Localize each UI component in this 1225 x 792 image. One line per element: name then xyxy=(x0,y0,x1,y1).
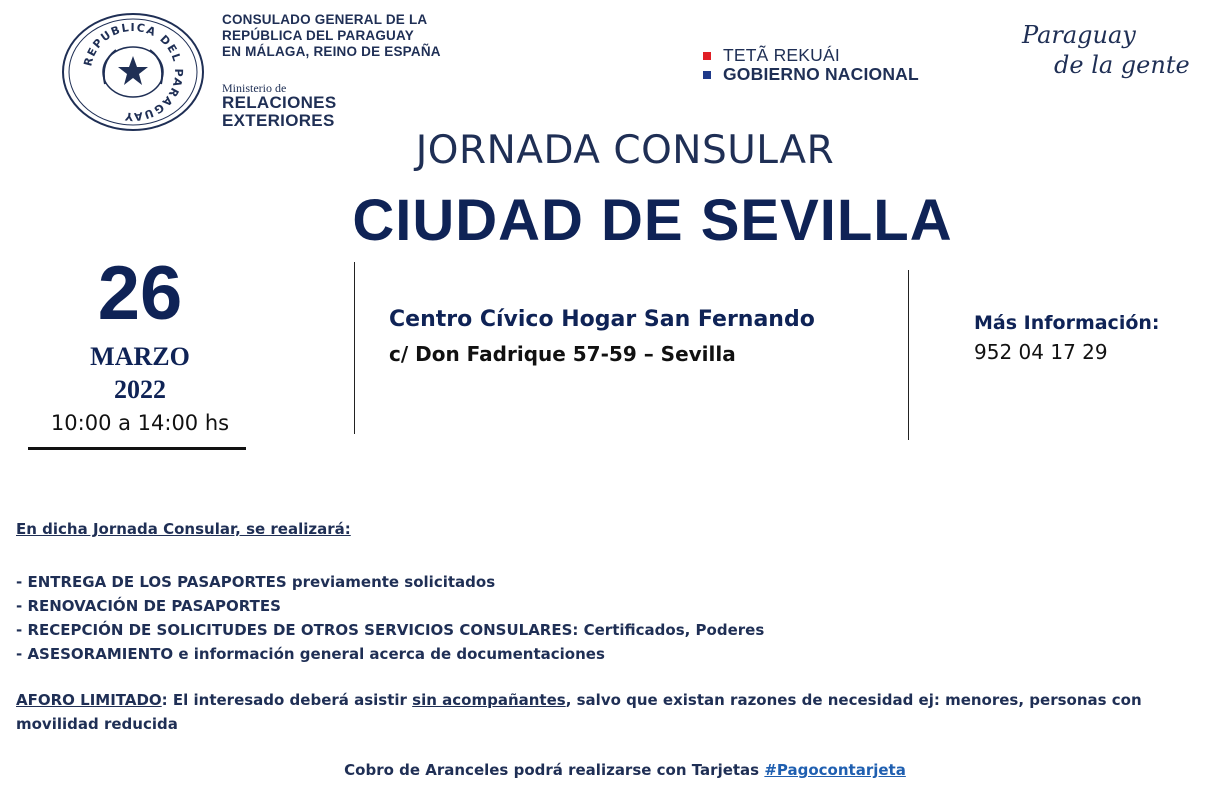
paraguay-seal-logo xyxy=(58,10,208,134)
service-title: - RENOVACIÓN DE PASAPORTES xyxy=(16,597,281,615)
paraguay-de-la-gente-logo xyxy=(1022,20,1192,80)
aforo-emphasis: sin acompañantes xyxy=(412,691,566,709)
payment-text: Cobro de Aranceles podrá realizarse con Tarjetas xyxy=(344,761,765,779)
venue-name: Centro Cívico Hogar San Fernando xyxy=(389,307,815,332)
aforo-label: AFORO LIMITADO xyxy=(16,691,162,709)
list-item xyxy=(16,570,764,594)
slogan-line-1: Paraguay xyxy=(1022,21,1136,49)
info-phone: 952 04 17 29 xyxy=(974,340,1108,364)
service-title: - RECEPCIÓN DE SOLICITUDES DE OTROS SERVICIOS CONSULARES: xyxy=(16,621,579,639)
event-title: JORNADA CONSULAR xyxy=(415,128,835,173)
event-day: 26 xyxy=(97,251,183,336)
services-list xyxy=(16,570,764,666)
vertical-divider xyxy=(354,262,355,434)
service-title: - ASESORAMIENTO xyxy=(16,645,174,663)
ministry-label: Ministerio de xyxy=(222,81,287,95)
aforo-text: : El interesado deberá asistir xyxy=(161,691,413,709)
service-detail: Certificados, Poderes xyxy=(578,621,765,639)
aforo-text-end: , salvo que existan razones de necesidad ej: menores, personas con movilidad reducida xyxy=(16,691,1142,733)
payment-note xyxy=(0,761,1225,779)
event-city: CIUDAD DE SEVILLA xyxy=(352,188,953,253)
gov-line-2: GOBIERNO NACIONAL xyxy=(723,64,919,84)
event-hours: 10:00 a 14:00 hs xyxy=(50,411,230,435)
service-detail: e información general acerca de documentaciones xyxy=(173,645,605,663)
consulate-line: CONSULADO GENERAL DE LA xyxy=(222,12,428,27)
seal-ring-text: REPUBLICA DEL PARAGUAY xyxy=(81,20,186,124)
consulate-line: REPÚBLICA DEL PARAGUAY xyxy=(222,28,414,43)
service-title: - ENTREGA DE LOS PASAPORTES xyxy=(16,573,287,591)
payment-hashtag-link[interactable]: #Pagocontarjeta xyxy=(764,761,906,779)
list-item xyxy=(16,642,764,666)
list-item xyxy=(16,594,764,618)
event-year: 2022 xyxy=(114,375,166,404)
date-underline-divider xyxy=(28,447,246,450)
gov-line-1: TETÃ REKUÁI xyxy=(723,45,840,65)
ministry-name xyxy=(222,94,336,130)
venue-address: c/ Don Fadrique 57-59 – Sevilla xyxy=(389,342,736,366)
blue-square-icon xyxy=(703,71,711,79)
government-logo xyxy=(703,46,919,84)
services-intro: En dicha Jornada Consular, se realizará: xyxy=(16,520,351,538)
consulate-line: EN MÁLAGA, REINO DE ESPAÑA xyxy=(222,44,441,59)
capacity-notice xyxy=(16,688,1211,736)
slogan-line-2: de la gente xyxy=(1054,51,1190,79)
list-item xyxy=(16,618,764,642)
consulate-name xyxy=(222,12,441,60)
service-detail: previamente solicitados xyxy=(286,573,496,591)
info-label: Más Información: xyxy=(974,312,1160,334)
vertical-divider xyxy=(908,270,909,440)
red-square-icon xyxy=(703,52,711,60)
ministry-line: EXTERIORES xyxy=(222,111,335,130)
event-month: MARZO xyxy=(90,342,190,371)
ministry-line: RELACIONES xyxy=(222,93,337,112)
